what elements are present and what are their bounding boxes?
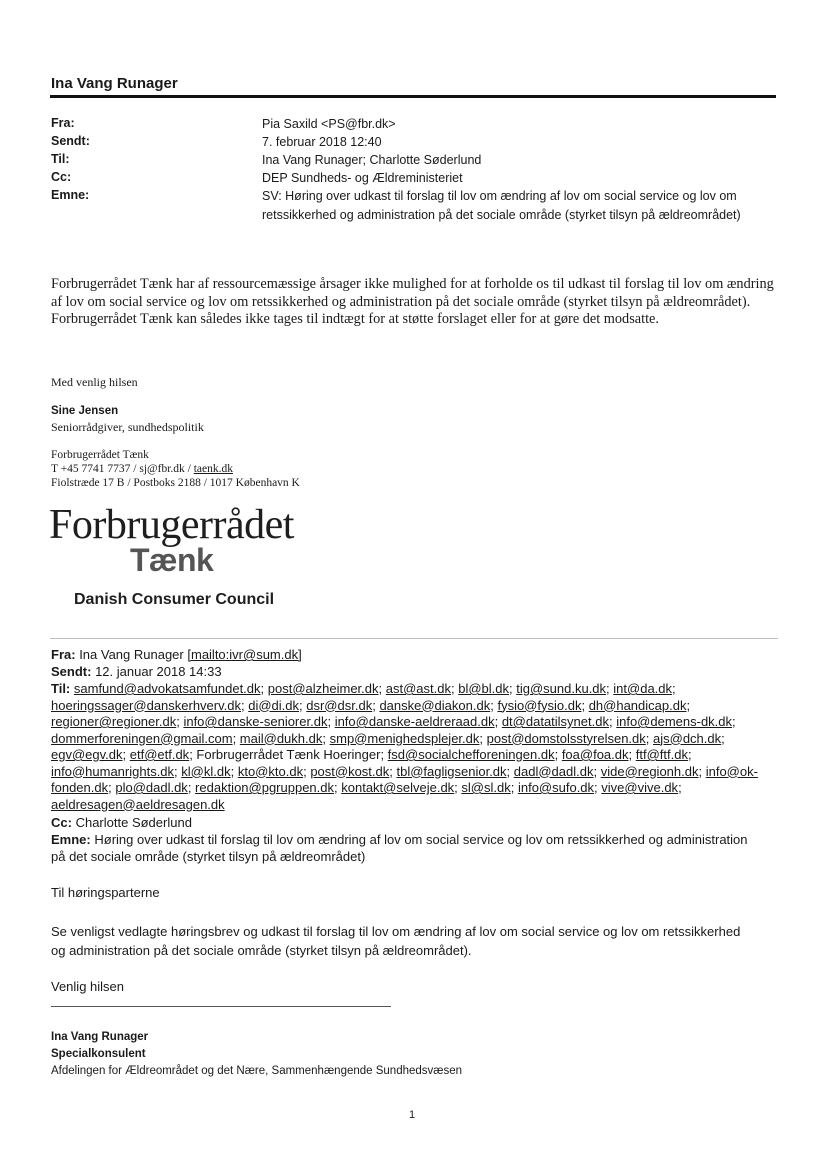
fwd-to-label: Til:	[51, 681, 71, 696]
recipient-link[interactable]: bl@bl.dk	[458, 681, 509, 696]
recipient-link[interactable]: di@di.dk	[248, 697, 300, 713]
fwd-from-label: Fra:	[51, 647, 76, 662]
recipient-link[interactable]: info@ok-fonden.dk	[51, 763, 758, 795]
signature-rule	[51, 1006, 391, 1007]
signature-title: Seniorrådgiver, sundhedspolitik	[51, 420, 204, 434]
recipient-link[interactable]: info@humanrights.dk	[51, 763, 175, 779]
recipient-link[interactable]: kto@kto.dk	[237, 763, 304, 779]
sent-label: Sendt:	[51, 134, 90, 148]
fwd-from-mailto-link[interactable]: [mailto:ivr@sum.dk]	[187, 647, 302, 662]
signature-contact	[51, 463, 233, 475]
fwd-from-line	[51, 647, 781, 664]
fwd-signature-name: Ina Vang Runager	[51, 1031, 149, 1043]
recipient-link[interactable]: dadl@dadl.dk	[513, 763, 594, 779]
fwd-cc-label: Cc:	[51, 815, 72, 830]
website-link[interactable]: taenk.dk	[193, 463, 234, 475]
recipient-link[interactable]: smp@menighedsplejer.dk	[329, 730, 480, 746]
recipient-link[interactable]: dsr@dsr.dk	[306, 697, 373, 713]
recipient-link[interactable]: vive@vive.dk	[601, 780, 679, 795]
mailbox-owner-name: Ina Vang Runager	[51, 75, 178, 92]
sent-value: 7. februar 2018 12:40	[262, 135, 382, 149]
fwd-cc-line	[51, 815, 781, 832]
fwd-sent-label: Sendt:	[51, 664, 92, 679]
recipient-link[interactable]: info@danske-seniorer.dk	[183, 714, 328, 729]
page-number: 1	[409, 1109, 416, 1121]
recipient-link[interactable]: ajs@dch.dk	[653, 730, 722, 746]
recipient-link[interactable]: info@demens-dk.dk	[616, 714, 733, 729]
recipient-link[interactable]: ast@ast.dk	[385, 681, 451, 696]
to-value: Ina Vang Runager; Charlotte Søderlund	[262, 153, 482, 167]
recipient-link[interactable]: tig@sund.ku.dk	[516, 681, 607, 696]
fwd-cc-value: Charlotte Søderlund	[75, 815, 192, 830]
recipient-link[interactable]: hoeringssager@danskerhverv.dk	[51, 697, 241, 713]
logo-wordmark: Forbrugerrådet	[49, 502, 294, 548]
recipient-link[interactable]: plo@dadl.dk	[115, 780, 188, 795]
fwd-sent-line	[51, 664, 781, 681]
recipient-link[interactable]: mail@dukh.dk	[239, 730, 323, 746]
recipient-link[interactable]: fsd@socialchefforeningen.dk	[387, 747, 555, 762]
recipient-link[interactable]: sl@sl.dk	[461, 780, 511, 795]
recipient-link[interactable]: samfund@advokatsamfundet.dk	[73, 681, 261, 696]
recipient-link[interactable]: info@danske-aeldreraad.dk	[334, 714, 495, 729]
recipient-link[interactable]: foa@foa.dk	[561, 747, 629, 762]
fwd-sent-value: 12. januar 2018 14:33	[95, 664, 222, 679]
fwd-subject-line	[51, 832, 751, 865]
recipient-link[interactable]: int@da.dk	[613, 681, 673, 696]
recipient-link[interactable]: aeldresagen@aeldresagen.dk	[51, 796, 225, 812]
fwd-signature-title: Specialkonsulent	[51, 1048, 146, 1060]
recipient-link[interactable]: egv@egv.dk	[51, 747, 123, 762]
logo-tagline: Danish Consumer Council	[74, 591, 275, 608]
recipient-link[interactable]: redaktion@pgruppen.dk	[195, 780, 335, 795]
signature-org: Forbrugerrådet Tænk	[51, 449, 149, 461]
cc-label: Cc:	[51, 170, 72, 184]
recipient-link[interactable]: regioner@regioner.dk	[51, 714, 177, 729]
logo-subword: Tænk	[130, 542, 214, 578]
recipient-list: samfund@advokatsamfundet.dk; post@alzheimer.dk; ast@ast.dk; bl@bl.dk; tig@sund.ku.dk; int@da.dk; hoeringssager@danskerhverv.dk; di@di.dk; dsr@dsr.dk; danske@diakon.dk; fysio@fysio.dk; dh@handicap.dk; regioner@regioner.dk; info@danske-seniorer.dk; info@danske-aeldreraad.dk; dt@datatilsynet.dk; info@demens-dk.dk; dommerforeningen@gmail.com; mail@dukh.dk; smp@menighedsplejer.dk; post@domstolsstyrelsen.dk; ajs@dch.dk; egv@egv.dk; etf@etf.dk; Forbrugerrådet Tænk Hoeringer; fsd@socialchefforeningen.dk; foa@foa.dk; ftf@ftf.dk; info@humanrights.dk; kl@kl.dk; kto@kto.dk; post@kost.dk; tbl@fagligsenior.dk; dadl@dadl.dk; vide@regionh.dk; info@ok-fonden.dk; plo@dadl.dk; redaktion@pgruppen.dk; kontakt@selveje.dk; sl@sl.dk; info@sufo.dk; vive@vive.dk; aeldresagen@aeldresagen.dk	[51, 681, 758, 812]
from-value: Pia Saxild <PS@fbr.dk>	[262, 117, 396, 131]
reply-body: Forbrugerrådet Tænk har af ressourcemæssige årsager ikke mulighed for at forholde os til udkast til forslag til lov om ændring af lov om social service og lov om retssikkerhed og administration på det sociale område (styrket tilsyn på ældreområdet). Forbrugerrådet Tænk kan således ikke tages til indtægt for at støtte forslaget eller for at gøre det modsatte.	[51, 276, 774, 327]
cc-value: DEP Sundheds- og Ældreministeriet	[262, 171, 463, 185]
subject-label: Emne:	[51, 188, 90, 202]
recipient-link[interactable]: post@domstolsstyrelsen.dk	[486, 730, 646, 746]
fwd-from-name: Ina Vang Runager	[79, 647, 184, 662]
recipient-link[interactable]: etf@etf.dk	[129, 747, 190, 762]
reply-closing: Med venlig hilsen	[51, 375, 138, 389]
signature-address: Fiolstræde 17 B / Postboks 2188 / 1017 København K	[51, 477, 300, 489]
to-label: Til:	[51, 152, 70, 166]
signature-name: Sine Jensen	[51, 405, 119, 417]
recipient-link[interactable]: dh@handicap.dk	[588, 697, 687, 713]
fwd-to-line	[51, 681, 781, 813]
recipient-link[interactable]: kontakt@selveje.dk	[341, 780, 455, 795]
recipient-link[interactable]: tbl@fagligsenior.dk	[396, 763, 507, 779]
subject-value: SV: Høring over udkast til forslag til lov om ændring af lov om social service og lov om retssikkerhed og administration på det sociale område (styrket tilsyn på ældreområdet)	[262, 189, 741, 222]
recipient-link[interactable]: dommerforeningen@gmail.com	[51, 730, 233, 746]
fwd-subject-label: Emne:	[51, 832, 91, 847]
fwd-greeting: Til høringsparterne	[51, 885, 160, 900]
recipient-name: Forbrugerrådet Tænk Hoeringer	[196, 747, 381, 762]
fwd-subject-value: Høring over udkast til forslag til lov om ændring af lov om social service og lov om retssikkerhed og administration på det sociale område (styrket tilsyn på ældreområdet)	[51, 832, 748, 864]
recipient-link[interactable]: post@alzheimer.dk	[267, 681, 379, 696]
fwd-closing: Venlig hilsen	[51, 979, 124, 994]
recipient-link[interactable]: vide@regionh.dk	[600, 763, 699, 779]
fwd-signature-department: Afdelingen for Ældreområdet og det Nære, Sammenhængende Sundhedsvæsen	[51, 1065, 463, 1077]
forward-divider	[50, 638, 778, 639]
header-rule	[50, 95, 776, 98]
recipient-link[interactable]: ftf@ftf.dk	[635, 747, 688, 762]
recipient-link[interactable]: fysio@fysio.dk	[497, 697, 582, 713]
recipient-link[interactable]: danske@diakon.dk	[379, 697, 491, 713]
signature-contact-text: T +45 7741 7737 / sj@fbr.dk /	[51, 463, 194, 475]
recipient-link[interactable]: kl@kl.dk	[181, 763, 231, 779]
recipient-link[interactable]: dt@datatilsynet.dk	[501, 714, 609, 729]
fwd-body: Se venligst vedlagte høringsbrev og udkast til forslag til lov om ændring af lov om social service og lov om retssikkerhed og administration på det sociale område (styrket tilsyn på ældreområdet).	[51, 924, 741, 958]
from-label: Fra:	[51, 116, 75, 130]
recipient-link[interactable]: info@sufo.dk	[517, 780, 595, 795]
recipient-link[interactable]: post@kost.dk	[310, 763, 390, 779]
